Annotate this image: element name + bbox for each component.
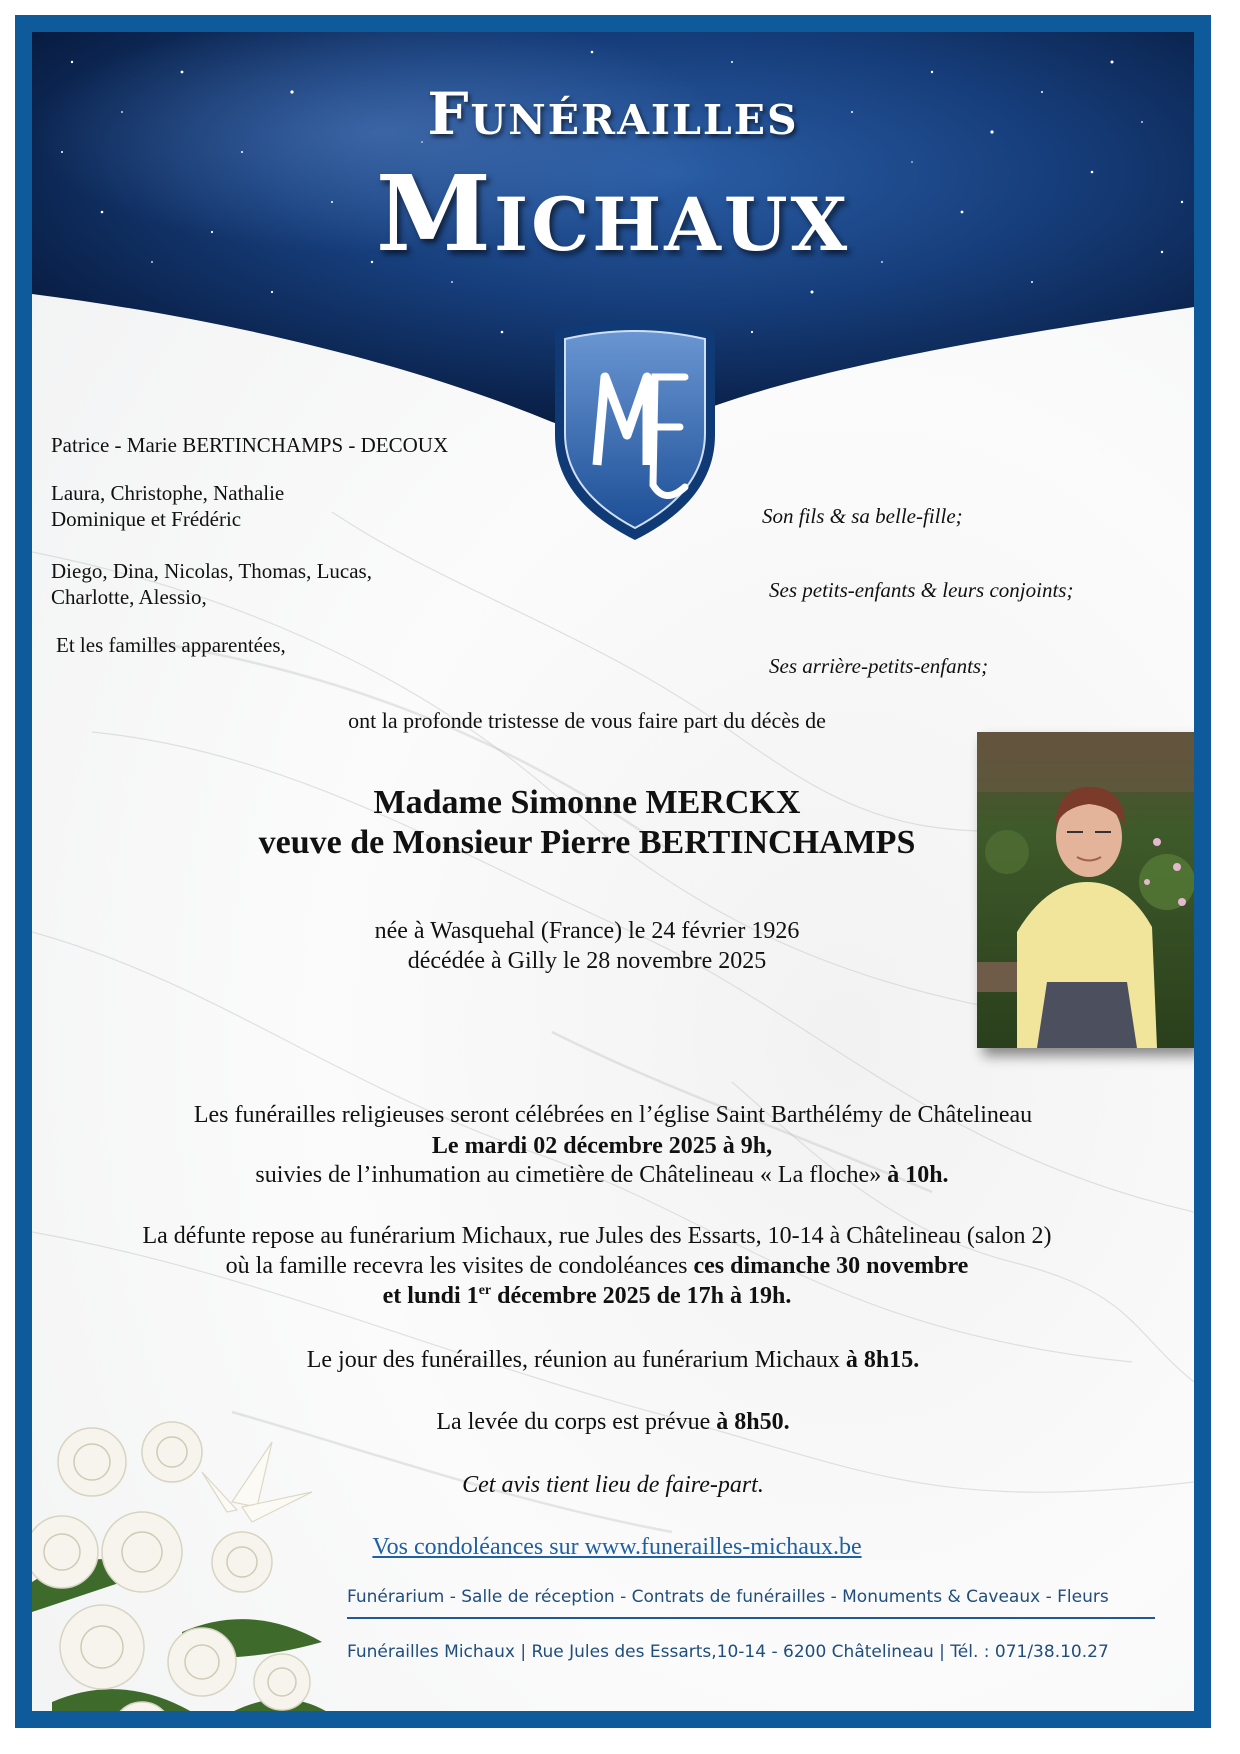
brand-title-line2: Michaux (375, 152, 851, 275)
relation-great-grandchildren: Ses arrière-petits-enfants; (769, 654, 989, 678)
levee-time: à 8h50. (716, 1409, 790, 1435)
family-line-great-grandchildren-b: Charlotte, Alessio, (51, 585, 207, 609)
family-line-children: Patrice - Marie BERTINCHAMPS - DECOUX (51, 433, 449, 457)
family-line-relatives: Et les familles apparentées, (56, 633, 286, 657)
visits-date-2a: et lundi 1 (382, 1283, 479, 1309)
visits-date-2b: décembre 2025 de 17h à 19h. (491, 1283, 792, 1309)
announcement-text: ont la profonde tristesse de vous faire part du décès de (348, 708, 826, 733)
levee-text: La levée du corps est prévue (436, 1409, 717, 1435)
visits-second-date (32, 1283, 1142, 1310)
shield-logo (535, 315, 735, 545)
visits-date-2-sup: er (478, 1283, 492, 1298)
ceremony-date: Le mardi 02 décembre 2025 à 9h, (431, 1133, 773, 1159)
relation-grandchildren: Ses petits-enfants & leurs conjoints; (769, 578, 1074, 602)
rest-location: La défunte repose au funérarium Michaux, rue Jules des Essarts, 10-14 à Châtelineau (salon 2) (142, 1223, 1052, 1249)
meeting-time: à 8h15. (845, 1347, 920, 1373)
family-line-grandchildren-a: Laura, Christophe, Nathalie (51, 481, 285, 505)
visits-date: ces dimanche 30 novembre (693, 1253, 969, 1279)
burial-text: suivies de l’inhumation au cimetière de Châtelineau « La floche» (255, 1162, 888, 1188)
visits-text: où la famille recevra les visites de condoléances (225, 1253, 694, 1279)
portrait-photo (977, 732, 1195, 1048)
relation-son: Son fils & sa belle-fille; (762, 504, 963, 528)
visits-info (32, 1253, 1162, 1280)
birth-info: née à Wasquehal (France) le 24 février 1926 (374, 918, 800, 944)
white-flowers-bouquet (32, 1382, 342, 1728)
family-line-grandchildren-b: Dominique et Frédéric (51, 507, 242, 531)
ceremony-burial (32, 1162, 1172, 1189)
family-line-great-grandchildren-a: Diego, Dina, Nicolas, Thomas, Lucas, (51, 559, 372, 583)
deceased-name: Madame Simonne MERCKX (373, 784, 801, 821)
condolences-link[interactable]: Vos condoléances sur www.funerailles-michaux.be (372, 1534, 862, 1560)
burial-time: à 10h. (887, 1162, 949, 1188)
ceremony-church: Les funérailles religieuses seront célébrées en l’église Saint Barthélémy de Châtelineau (193, 1102, 1033, 1128)
death-info: décédée à Gilly le 28 novembre 2025 (407, 948, 767, 974)
meeting-text: Le jour des funérailles, réunion au funérarium Michaux (306, 1347, 846, 1373)
obituary-page (15, 15, 1211, 1728)
footer-address: Funérailles Michaux | Rue Jules des Essarts,10-14 - 6200 Châtelineau | Tél. : 071/38.10.27 (347, 1642, 1109, 1662)
deceased-spouse: veuve de Monsieur Pierre BERTINCHAMPS (258, 824, 916, 861)
notice-text: Cet avis tient lieu de faire-part. (462, 1472, 764, 1498)
footer-divider (347, 1617, 1155, 1619)
brand-title-line1: Funérailles (427, 80, 799, 148)
meeting-info (32, 1347, 1194, 1374)
footer-services: Funérarium - Salle de réception - Contrats de funérailles - Monuments & Caveaux - Fleurs (347, 1587, 1109, 1607)
